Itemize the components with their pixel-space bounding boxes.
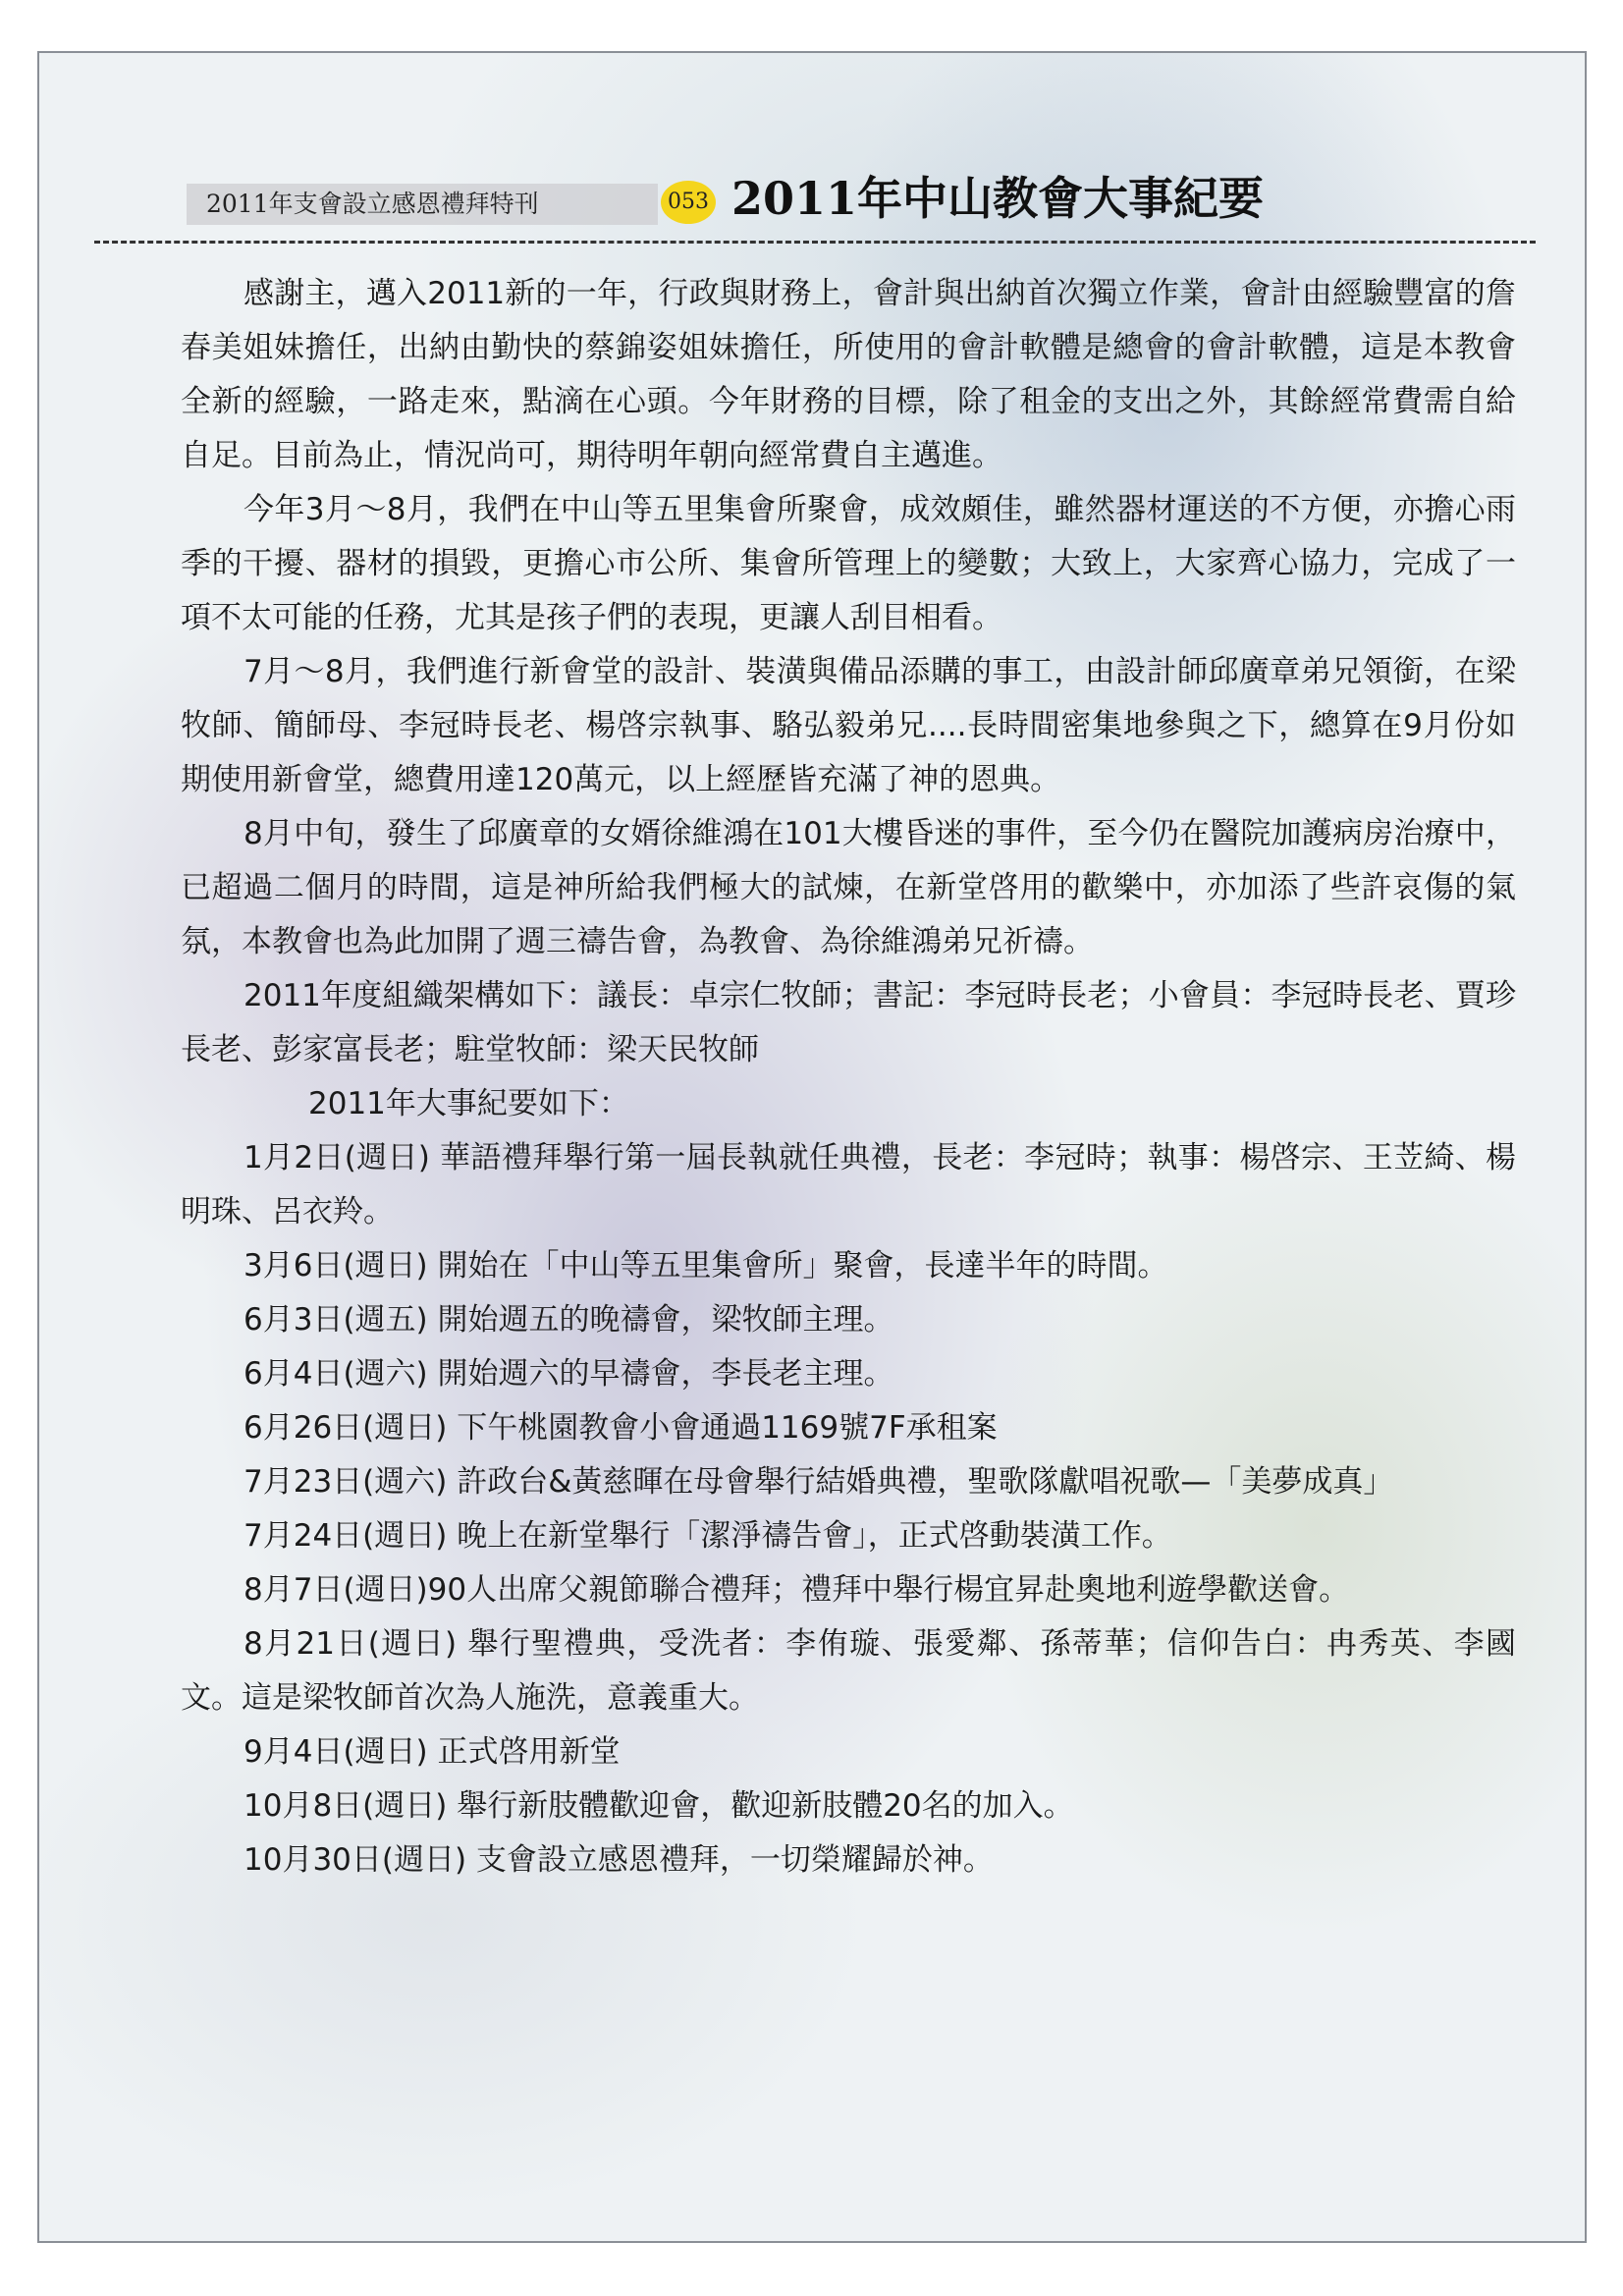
events-heading: 2011年大事紀要如下： (308, 1086, 629, 1121)
event-item: 6月4日(週六) 開始週六的早禱會，李長老主理。 (243, 1356, 894, 1392)
event-item: 10月30日(週日) 支會設立感恩禮拜，一切榮耀歸於神。 (243, 1842, 994, 1878)
paragraph-trial: 8月中旬，發生了邱廣章的女婿徐維鴻在101大樓昏迷的事件，至今仍在醫院加護病房治療中，已超過二個月的時間，這是神所給我們極大的試煉，在新堂啓用的歡樂中，亦加添了些許哀傷的氣氛，本教會也為此加開了週三禱告會，為教會、為徐維鴻弟兄祈禱。 (181, 816, 1516, 959)
paragraph-new-hall: 7月～8月，我們進行新會堂的設計、裝潢與備品添購的事工，由設計師邱廣章弟兄領銜，在梁牧師、簡師母、李冠時長老、楊啓宗執事、駱弘毅弟兄....長時間密集地參與之下，總算在9月份如期使用新會堂，總費用達120萬元，以上經歷皆充滿了神的恩典。 (181, 654, 1516, 797)
event-item: 6月3日(週五) 開始週五的晚禱會，梁牧師主理。 (243, 1302, 894, 1338)
page-title: 2011年中山教會大事紀要 (731, 172, 1265, 225)
event-item: 1月2日(週日) 華語禮拜舉行第一屆長執就任典禮，長老：李冠時；執事：楊啓宗、王苙綺、楊明珠、呂衣羚。 (181, 1140, 1516, 1230)
event-item: 7月24日(週日) 晚上在新堂舉行「潔淨禱告會」，正式啓動裝潢工作。 (243, 1518, 1172, 1554)
event-item: 9月4日(週日) 正式啓用新堂 (243, 1734, 621, 1770)
event-item: 3月6日(週日) 開始在「中山等五里集會所」聚會，長達半年的時間。 (243, 1248, 1168, 1284)
event-item: 6月26日(週日) 下午桃園教會小會通過1169號7F承租案 (243, 1410, 998, 1446)
paragraph-organization: 2011年度組織架構如下：議長：卓宗仁牧師；書記：李冠時長老；小會員：李冠時長老、賈珍長老、彭家富長老；駐堂牧師：梁天民牧師 (181, 978, 1516, 1067)
event-item: 10月8日(週日) 舉行新肢體歡迎會，歡迎新肢體20名的加入。 (243, 1788, 1074, 1824)
event-item: 8月7日(週日)90人出席父親節聯合禮拜；禮拜中舉行楊宜昇赴奧地利遊學歡送會。 (243, 1572, 1350, 1608)
event-item: 7月23日(週六) 許政台&黃慈暉在母會舉行結婚典禮，聖歌隊獻唱祝歌—「美夢成真」 (243, 1464, 1394, 1500)
header-divider (94, 241, 1536, 244)
event-item: 8月21日(週日) 舉行聖禮典，受洗者：李侑璇、張愛鄰、孫蒂華；信仰告白：冉秀英、李國文。這是梁牧師首次為人施洗，意義重大。 (181, 1626, 1516, 1716)
publication-label: 2011年支會設立感恩禮拜特刊 (187, 184, 658, 225)
page (37, 51, 1587, 2243)
article-body (181, 267, 1516, 1887)
paragraph-finance: 感謝主，邁入2011新的一年，行政與財務上，會計與出納首次獨立作業，會計由經驗豐富的詹春美姐妹擔任，出納由勤快的蔡錦姿姐妹擔任，所使用的會計軟體是總會的會計軟體，這是本教會全新的經驗，一路走來，點滴在心頭。今年財務的目標，除了租金的支出之外，其餘經常費需自給自足。目前為止，情況尚可，期待明年朝向經常費自主邁進。 (181, 276, 1516, 473)
paragraph-meeting-place: 今年3月～8月，我們在中山等五里集會所聚會，成效頗佳，雖然器材運送的不方便，亦擔心雨季的干擾、器材的損毀，更擔心市公所、集會所管理上的變數；大致上，大家齊心協力，完成了一項不太可能的任務，尤其是孩子們的表現，更讓人刮目相看。 (181, 492, 1516, 635)
page-number-badge: 053 (661, 181, 716, 224)
